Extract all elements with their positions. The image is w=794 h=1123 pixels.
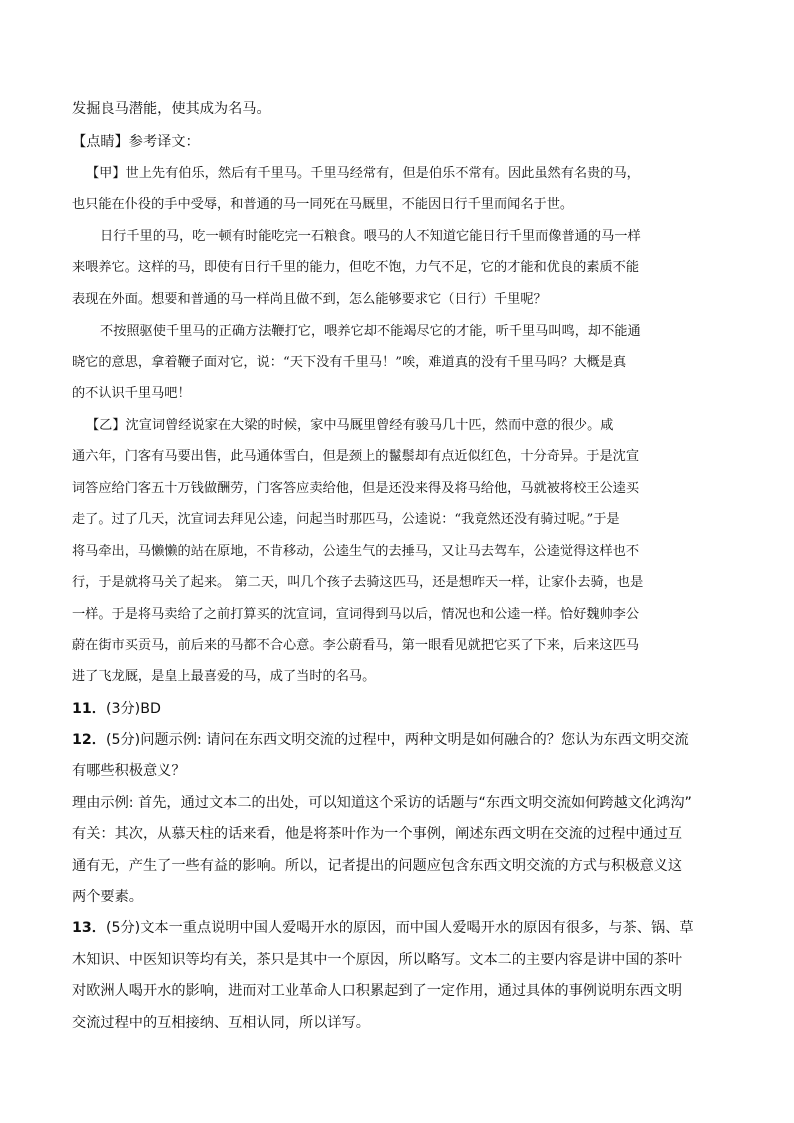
yi-line-2: 通六年，门客有马要出售，此马通体雪白，但是颈上的鬣鬃却有点近似红色，十分奇异。于是沈宣 (72, 449, 640, 464)
yi-line-9: 进了飞龙厩，是皇上最喜爱的马，成了当时的名马。 (72, 669, 376, 684)
question-12-reason-2: 有关：其次，从慕天柱的话来看，他是将茶叶作为一个事例，阐述东西文明在交流的过程中通过互 (72, 826, 683, 842)
question-11-answer: (3分)BD (105, 701, 161, 717)
yi-line-3: 词答应给门客五十万钱做酬劳，门客答应卖给他，但是还没来得及将马给他，马就被将校王公逵买 (72, 481, 640, 496)
dianjing-heading: 【点睛】参考译文： (72, 134, 200, 150)
question-13-number: 13． (72, 920, 106, 936)
question-12-reason-1: 理由示例: 首先，通过文本二的出处，可以知道这个采访的话题与“东西文明交流如何跨越文化鸿沟” (72, 795, 692, 811)
intro-line: 发掘良马潜能，使其成为名马。 (72, 101, 271, 117)
yi-line-6: 行，于是就将马关了起来。 第二天，叫几个孩子去骑这匹马，还是想昨天一样，让家仆去骑，也是 (72, 575, 644, 590)
jia-p3-line-1: 不按照驱使千里马的正确方法鞭打它，喂养它却不能竭尽它的才能，听千里马叫鸣，却不能通 (100, 324, 641, 339)
jia-p2-line-2: 来喂养它。这样的马，即使有日行千里的能力，但吃不饱，力气不足，它的才能和优良的素质不能 (72, 260, 640, 275)
question-12-line-2: 有哪些积极意义？ (72, 763, 186, 779)
question-11-number: 11． (72, 701, 106, 717)
yi-line-5: 将马牵出，马懒懒的站在原地，不肯移动，公逵生气的去捶马，又让马去驾车，公逵觉得这样也不 (72, 544, 640, 559)
jia-p3-line-2: 晓它的意思，拿着鞭子面对它，说：“天下没有千里马！”唉，难道真的没有千里马吗？大概是真 (72, 355, 627, 370)
question-13-line-2: 木知识、中医知识等均有关，茶只是其中一个原因，所以略写。文本二的主要内容是讲中国的茶叶 (72, 952, 683, 968)
question-12-reason-3: 通有无，产生了一些有益的影响。所以，记者提出的问题应包含东西文明交流的方式与积极意义这 (72, 858, 683, 874)
question-12-number: 12． (72, 732, 106, 748)
yi-line-7: 一样。于是将马卖给了之前打算买的沈宣词，宣词得到马以后，情况也和公逵一样。恰好魏帅李公 (72, 607, 640, 622)
question-12-reason-4: 两个要素。 (72, 889, 143, 905)
question-13 (72, 918, 694, 938)
yi-line-1: 【乙】沈宣词曾经说家在大梁的时候，家中马厩里曾经有骏马几十匹，然而中意的很少。咸 (86, 418, 614, 433)
question-12 (72, 730, 689, 750)
jia-p3-line-3: 的不认识千里马吧！ (72, 386, 191, 401)
question-12-line-1: (5分)问题示例: 请问在东西文明交流的过程中，两种文明是如何融合的？您认为东西文明交流 (105, 732, 689, 748)
question-11 (72, 699, 161, 719)
jia-p2-line-1: 日行千里的马，吃一顿有时能吃完一石粮食。喂马的人不知道它能日行千里而像普通的马一样 (100, 229, 641, 244)
jia-p1-line-1: 【甲】世上先有伯乐，然后有千里马。千里马经常有，但是伯乐不常有。因此虽然有名贵的马， (86, 166, 640, 181)
jia-p2-line-3: 表现在外面。想要和普通的马一样尚且做不到，怎么能够要求它（日行）千里呢？ (72, 292, 547, 307)
yi-line-8: 蔚在街市买贡马，前后来的马都不合心意。李公蔚看马，第一眼看见就把它买了下来，后来这匹马 (72, 638, 640, 653)
question-13-line-1: (5分)文本一重点说明中国人爱喝开水的原因，而中国人爱喝开水的原因有很多，与茶、锅、草 (105, 920, 694, 936)
question-13-line-3: 对欧洲人喝开水的影响，进而对工业革命人口积累起到了一定作用，通过具体的事例说明东西文明 (72, 983, 683, 999)
question-13-line-4: 交流过程中的互相接纳、互相认同，所以详写。 (72, 1015, 370, 1031)
yi-line-4: 走了。过了几天，沈宣词去拜见公逵，问起当时那匹马，公逵说：“我竟然还没有骑过呢。”于是 (72, 512, 620, 527)
jia-p1-line-2: 也只能在仆役的手中受辱，和普通的马一同死在马厩里，不能因日行千里而闻名于世。 (72, 197, 574, 212)
